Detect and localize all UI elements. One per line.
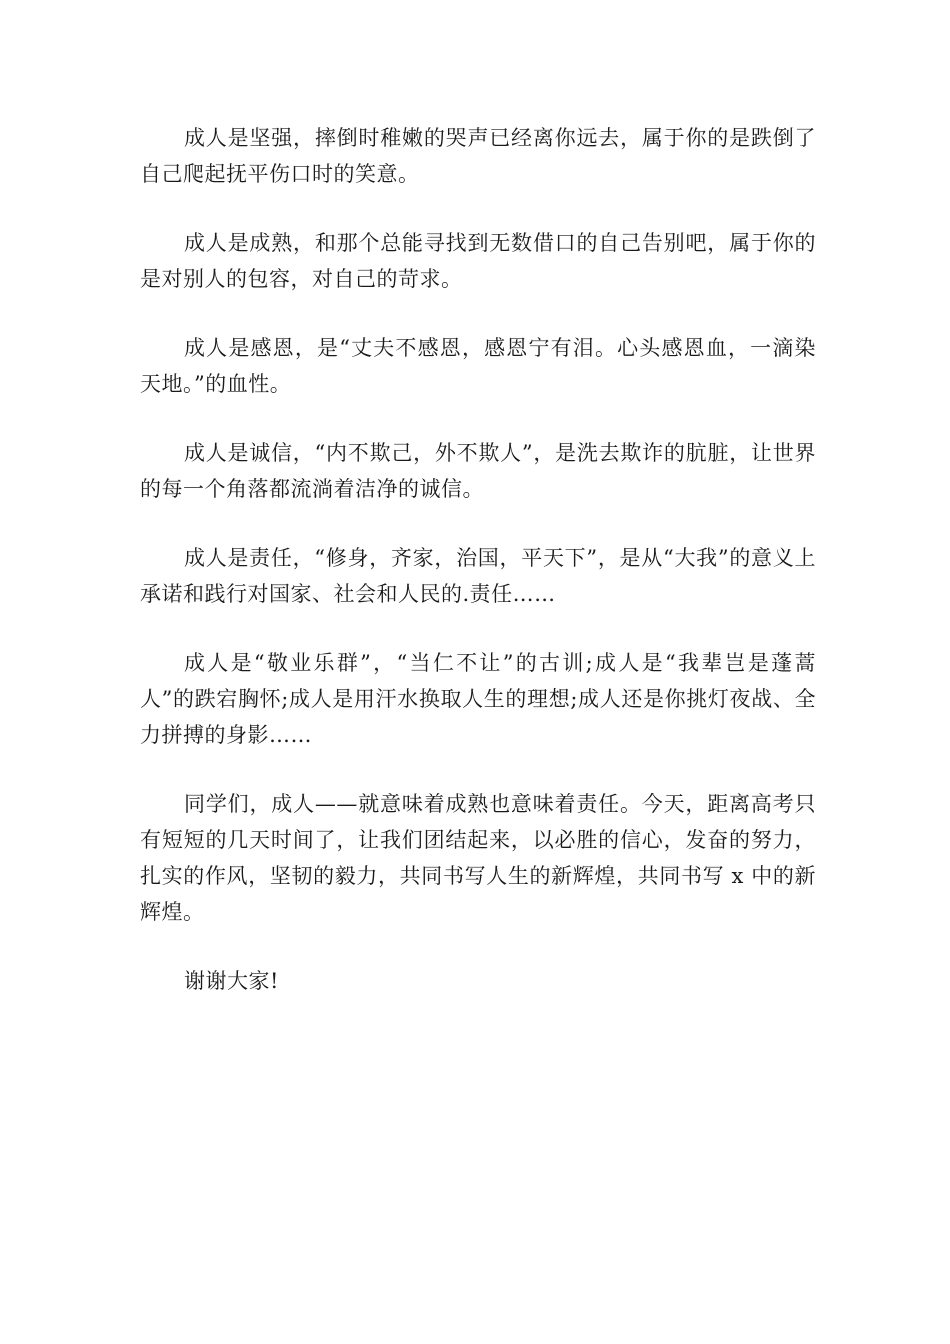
document-body (140, 120, 816, 1032)
paragraph-strength: 成人是坚强，摔倒时稚嫩的哭声已经离你远去，属于你的是跌倒了自己爬起抚平伤口时的笑意。 (140, 126, 816, 186)
paragraph-gratitude: 成人是感恩，是“丈夫不感恩，感恩宁有泪。心头感恩血，一滴染天地。”的血性。 (140, 336, 816, 396)
paragraph-integrity: 成人是诚信，“内不欺己，外不欺人”，是洗去欺诈的肮脏，让世界的每一个角落都流淌着洁净的诚信。 (140, 441, 816, 501)
paragraph-call-to-action: 同学们，成人——就意味着成熟也意味着责任。今天，距离高考只有短短的几天时间了，让我们团结起来，以必胜的信心，发奋的努力，扎实的作风，坚韧的毅力，共同书写人生的新辉煌，共同书写 x 中的新辉煌。 (140, 792, 816, 924)
paragraph-responsibility: 成人是责任，“修身，齐家，治国，平天下”，是从“大我”的意义上承诺和践行对国家、社会和人民的.责任…… (140, 546, 816, 606)
paragraph-thanks: 谢谢大家! (184, 969, 279, 993)
paragraph-maturity: 成人是成熟，和那个总能寻找到无数借口的自己告别吧，属于你的是对别人的包容，对自己的苛求。 (140, 231, 816, 291)
paragraph-dedication: 成人是“敬业乐群”，“当仁不让”的古训;成人是“我辈岂是蓬蒿人”的跌宕胸怀;成人是用汗水换取人生的理想;成人还是你挑灯夜战、全力拼搏的身影…… (140, 651, 816, 747)
